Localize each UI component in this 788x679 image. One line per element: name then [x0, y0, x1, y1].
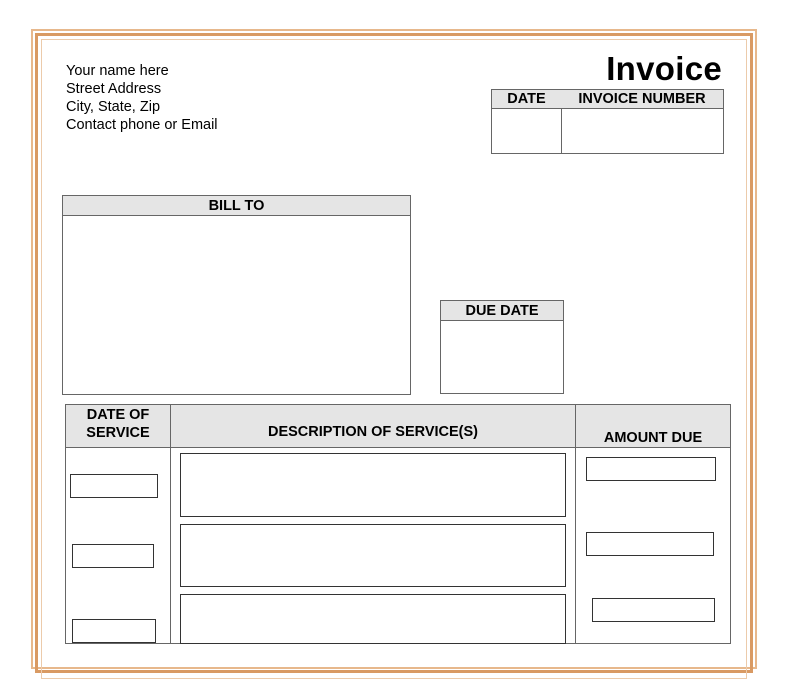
sender-name[interactable]: Your name here: [66, 63, 169, 79]
sender-city[interactable]: City, State, Zip: [66, 99, 161, 115]
due-date-header: DUE DATE: [441, 301, 563, 321]
sender-contact[interactable]: Contact phone or Email: [66, 117, 218, 133]
amount-due-field-3[interactable]: [592, 598, 715, 622]
date-of-service-header-line2: SERVICE: [86, 425, 150, 441]
date-of-service-header-line1: DATE OF: [86, 407, 150, 423]
date-column: [492, 90, 562, 153]
bill-to-header: BILL TO: [63, 196, 410, 216]
due-date-field[interactable]: [441, 321, 563, 393]
service-description-field-1[interactable]: [180, 453, 566, 517]
service-description-field-3[interactable]: [180, 594, 566, 644]
invoice-number-header: INVOICE NUMBER: [561, 90, 723, 109]
amount-due-field-1[interactable]: [586, 457, 716, 481]
amount-due-header: AMOUNT DUE: [576, 405, 730, 448]
date-of-service-header: [66, 405, 171, 448]
service-date-field-3[interactable]: [72, 619, 156, 643]
due-date-box: [440, 300, 564, 394]
invoice-number-column: [561, 90, 723, 153]
bill-to-box: [62, 195, 411, 395]
description-header: DESCRIPTION OF SERVICE(S): [171, 405, 576, 448]
column-divider: [575, 448, 576, 643]
invoice-meta-table: [491, 89, 724, 154]
invoice-title: Invoice: [606, 50, 722, 87]
sender-block: [66, 62, 218, 134]
service-date-field-1[interactable]: [70, 474, 158, 498]
bill-to-field[interactable]: [63, 216, 410, 394]
column-divider: [170, 448, 171, 643]
date-header: DATE: [492, 90, 561, 109]
service-date-field-2[interactable]: [72, 544, 154, 568]
date-field[interactable]: [492, 109, 561, 153]
sender-address[interactable]: Street Address: [66, 81, 162, 97]
amount-due-field-2[interactable]: [586, 532, 714, 556]
service-description-field-2[interactable]: [180, 524, 566, 587]
invoice-number-field[interactable]: [561, 109, 723, 153]
